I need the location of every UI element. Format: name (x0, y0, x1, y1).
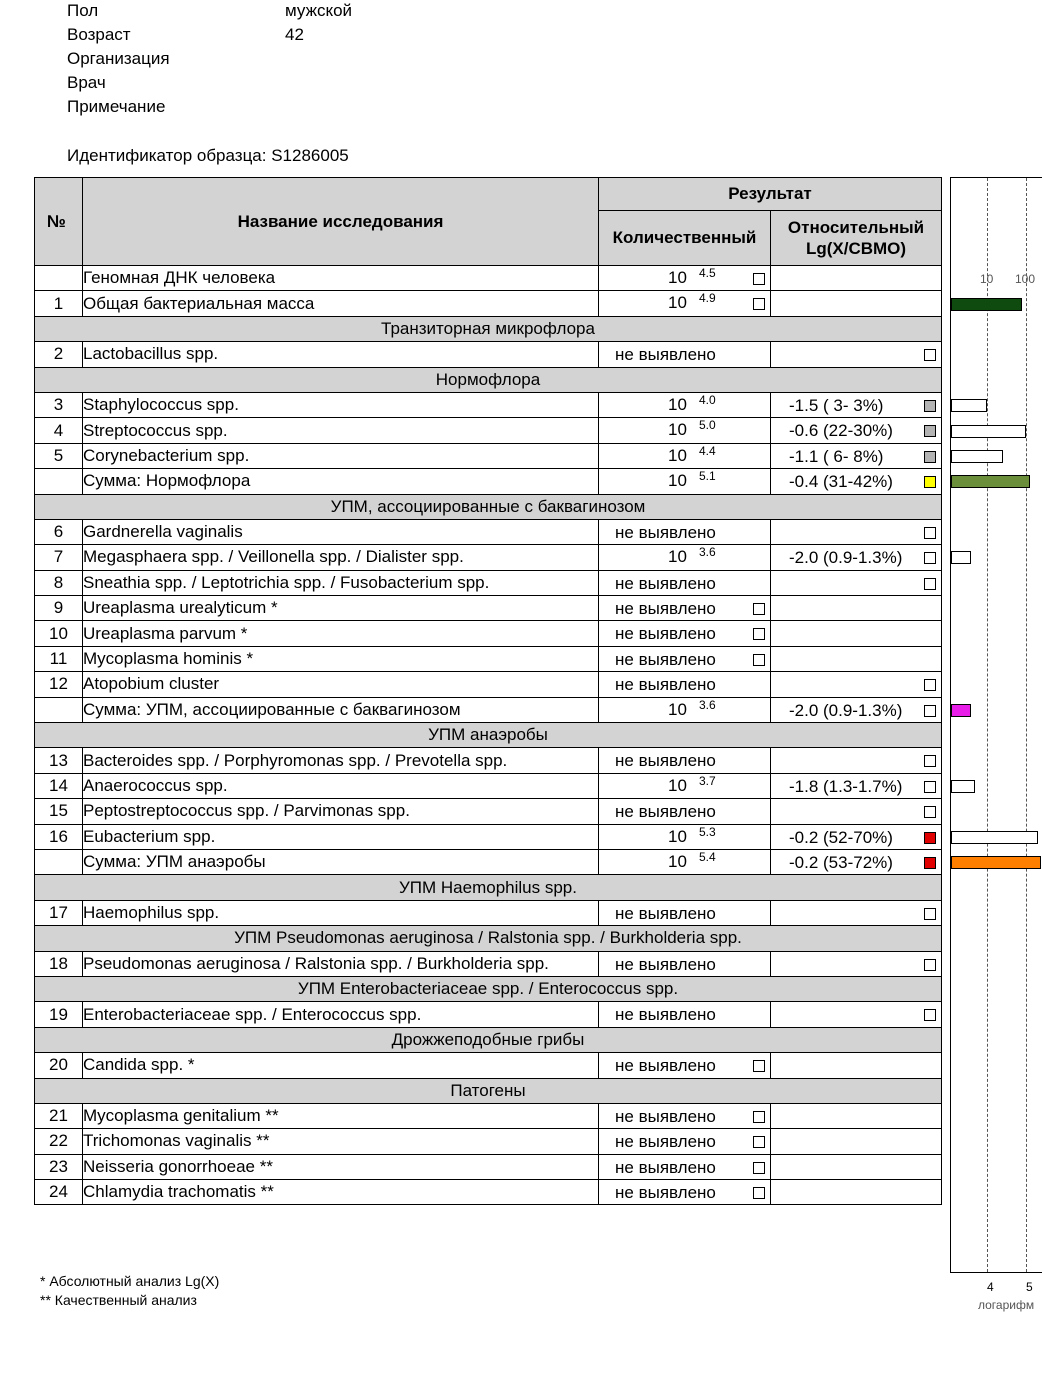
quantitative-cell (599, 900, 771, 925)
row-number: 17 (35, 900, 83, 925)
relative-value: -0.2 (53-72%) (789, 852, 893, 872)
section-title: УПМ Enterobacteriaceae spp. / Enterococcus spp. (35, 976, 942, 1001)
power-exponent: 4.5 (699, 266, 716, 280)
table-row (35, 266, 942, 291)
test-name: Ureaplasma parvum * (83, 621, 599, 646)
row-number: 1 (35, 291, 83, 316)
chart-bar (951, 475, 1030, 488)
quantitative-cell (599, 418, 771, 443)
relative-cell (771, 418, 942, 443)
quantitative-cell (599, 773, 771, 798)
table-row (35, 799, 942, 824)
row-number (35, 469, 83, 494)
quantitative-cell (599, 392, 771, 417)
relative-cell (771, 570, 942, 595)
status-square-icon (924, 552, 936, 564)
not-detected-text: не выявлено (615, 522, 716, 542)
age-label: Возраст (67, 25, 131, 44)
results-table (34, 177, 942, 1205)
table-row (35, 748, 942, 773)
table-row (35, 697, 942, 722)
relative-cell (771, 266, 942, 291)
relative-value: -2.0 (0.9-1.3%) (789, 700, 903, 720)
table-row (35, 418, 942, 443)
relative-value: -0.4 (31-42%) (789, 472, 893, 492)
checkbox-icon (753, 603, 765, 615)
quantitative-cell (599, 697, 771, 722)
relative-cell (771, 1129, 942, 1154)
test-name: Candida spp. * (83, 1053, 599, 1078)
relative-value: -1.5 ( 3- 3%) (789, 395, 884, 415)
table-row (35, 596, 942, 621)
chart-bar (951, 831, 1038, 844)
power-base: 10 (668, 775, 687, 795)
quantitative-cell (599, 291, 771, 316)
quantitative-cell (599, 1053, 771, 1078)
power-base: 10 (668, 268, 687, 287)
row-number: 16 (35, 824, 83, 849)
power-base: 10 (668, 445, 687, 465)
status-square-icon (924, 425, 936, 437)
power-exponent: 5.4 (699, 849, 716, 864)
table-row (35, 443, 942, 468)
row-number: 2 (35, 342, 83, 367)
table-row (35, 1053, 942, 1078)
section-row (35, 1027, 942, 1052)
test-name: Сумма: УПМ анаэробы (83, 849, 599, 874)
table-row (35, 773, 942, 798)
power-base: 10 (668, 293, 687, 313)
checkbox-icon (753, 298, 765, 310)
chart-bar (951, 704, 971, 717)
checkbox-icon (753, 1060, 765, 1072)
table-row (35, 1002, 942, 1027)
relative-cell (771, 773, 942, 798)
chart-bar (951, 856, 1041, 869)
quantitative-cell (599, 342, 771, 367)
header-name: Название исследования (83, 178, 599, 266)
quantitative-cell (599, 824, 771, 849)
age-value: 42 (285, 25, 304, 44)
power-base: 10 (668, 826, 687, 846)
checkbox-icon (753, 273, 765, 285)
section-title: УПМ анаэробы (35, 723, 942, 748)
header-num: № (35, 178, 83, 266)
test-name: Lactobacillus spp. (83, 342, 599, 367)
test-name: Atopobium cluster (83, 672, 599, 697)
relative-cell (771, 697, 942, 722)
relative-cell (771, 849, 942, 874)
power-exponent: 4.0 (699, 392, 716, 407)
chart-top-tick-100: 100 (1015, 272, 1036, 286)
checkbox-icon (753, 1136, 765, 1148)
doctor-label: Врач (67, 73, 106, 92)
test-name: Mycoplasma hominis * (83, 646, 599, 671)
section-row (35, 1078, 942, 1103)
quantitative-cell (599, 951, 771, 976)
chart-bar (951, 551, 971, 564)
chart-bar (951, 425, 1026, 438)
quantitative-cell (599, 799, 771, 824)
relative-cell (771, 443, 942, 468)
relative-cell (771, 672, 942, 697)
row-number: 22 (35, 1129, 83, 1154)
relative-cell (771, 291, 942, 316)
status-square-icon (924, 679, 936, 691)
quantitative-cell (599, 1129, 771, 1154)
not-detected-text: не выявлено (615, 675, 716, 695)
test-name: Corynebacterium spp. (83, 443, 599, 468)
section-title: Дрожжеподобные грибы (35, 1027, 942, 1052)
row-number: 19 (35, 1002, 83, 1027)
relative-cell (771, 1053, 942, 1078)
table-row (35, 570, 942, 595)
chart-bottom-tick-5: 5 (1026, 1280, 1033, 1294)
not-detected-text: не выявлено (615, 1132, 716, 1152)
not-detected-text: не выявлено (615, 751, 716, 771)
results-body (35, 266, 942, 1205)
table-row (35, 824, 942, 849)
row-number (35, 697, 83, 722)
status-square-icon (924, 806, 936, 818)
not-detected-text: не выявлено (615, 345, 716, 365)
relative-cell (771, 951, 942, 976)
quantitative-cell (599, 545, 771, 570)
section-row (35, 494, 942, 519)
test-name: Gardnerella vaginalis (83, 519, 599, 544)
sex-label: Пол (67, 1, 99, 20)
relative-value: -0.6 (22-30%) (789, 421, 893, 441)
quantitative-cell (599, 1103, 771, 1128)
header-relative (771, 211, 942, 266)
sex-value: мужской (285, 1, 353, 20)
section-title: УПМ, ассоциированные с баквагинозом (35, 494, 942, 519)
section-title: УПМ Haemophilus spp. (35, 875, 942, 900)
row-number: 24 (35, 1180, 83, 1205)
chart-bar (951, 399, 987, 412)
table-row (35, 621, 942, 646)
test-name: Сумма: Нормофлора (83, 469, 599, 494)
table-row (35, 342, 942, 367)
not-detected-text: не выявлено (615, 903, 716, 923)
table-row (35, 672, 942, 697)
table-row (35, 291, 942, 316)
not-detected-text: не выявлено (615, 954, 716, 974)
row-number (35, 849, 83, 874)
power-exponent: 4.4 (699, 443, 716, 458)
status-square-icon (924, 857, 936, 869)
relative-cell (771, 519, 942, 544)
row-number: 10 (35, 621, 83, 646)
power-base: 10 (668, 420, 687, 440)
table-row (35, 646, 942, 671)
checkbox-icon (753, 628, 765, 640)
power-exponent: 4.9 (699, 291, 716, 306)
relative-cell (771, 748, 942, 773)
quantitative-cell (599, 1002, 771, 1027)
test-name: Trichomonas vaginalis ** (83, 1129, 599, 1154)
not-detected-text: не выявлено (615, 1157, 716, 1177)
footnote-qualitative: ** Качественный анализ (40, 1292, 197, 1308)
row-number (35, 266, 83, 291)
relative-value: -1.8 (1.3-1.7%) (789, 776, 903, 796)
header-result: Результат (599, 178, 942, 211)
power-base: 10 (668, 471, 687, 491)
row-number: 20 (35, 1053, 83, 1078)
not-detected-text: не выявлено (615, 1106, 716, 1126)
row-number: 15 (35, 799, 83, 824)
power-base: 10 (668, 394, 687, 414)
not-detected-text: не выявлено (615, 1183, 716, 1203)
log-bar-chart (950, 177, 1042, 1273)
chart-top-tick-10: 10 (980, 272, 994, 286)
section-row (35, 875, 942, 900)
row-number: 13 (35, 748, 83, 773)
table-row (35, 1180, 942, 1205)
table-row (35, 469, 942, 494)
power-base: 10 (668, 851, 687, 871)
relative-cell (771, 1154, 942, 1179)
row-number: 12 (35, 672, 83, 697)
chart-xlabel: логарифм (978, 1298, 1035, 1312)
table-row (35, 519, 942, 544)
status-square-icon (924, 908, 936, 920)
status-square-icon (924, 705, 936, 717)
section-row (35, 367, 942, 392)
table-row (35, 1154, 942, 1179)
relative-value: -2.0 (0.9-1.3%) (789, 548, 903, 568)
test-name: Sneathia spp. / Leptotrichia spp. / Fusobacterium spp. (83, 570, 599, 595)
quantitative-cell (599, 748, 771, 773)
relative-cell (771, 900, 942, 925)
quantitative-cell (599, 443, 771, 468)
test-name: Mycoplasma genitalium ** (83, 1103, 599, 1128)
test-name: Anaerococcus spp. (83, 773, 599, 798)
relative-cell (771, 1103, 942, 1128)
relative-cell (771, 621, 942, 646)
relative-cell (771, 392, 942, 417)
checkbox-icon (753, 1162, 765, 1174)
checkbox-icon (753, 1111, 765, 1123)
status-square-icon (924, 1009, 936, 1021)
status-square-icon (924, 832, 936, 844)
row-number: 6 (35, 519, 83, 544)
org-label: Организация (67, 49, 170, 68)
row-number: 18 (35, 951, 83, 976)
row-number: 9 (35, 596, 83, 621)
sample-id: Идентификатор образца: S1286005 (67, 146, 349, 165)
row-number: 8 (35, 570, 83, 595)
power-exponent: 3.6 (699, 697, 716, 712)
section-row (35, 723, 942, 748)
relative-cell (771, 1180, 942, 1205)
status-square-icon (924, 527, 936, 539)
quantitative-cell (599, 621, 771, 646)
power-base: 10 (668, 699, 687, 719)
test-name: Общая бактериальная масса (83, 291, 599, 316)
test-name: Bacteroides spp. / Porphyromonas spp. / Prevotella spp. (83, 748, 599, 773)
status-square-icon (924, 755, 936, 767)
relative-cell (771, 646, 942, 671)
status-square-icon (924, 400, 936, 412)
checkbox-icon (753, 1187, 765, 1199)
power-exponent: 3.6 (699, 545, 716, 560)
chart-bar (951, 780, 975, 793)
quantitative-cell (599, 849, 771, 874)
not-detected-text: не выявлено (615, 599, 716, 619)
row-number: 14 (35, 773, 83, 798)
test-name: Neisseria gonorrhoeae ** (83, 1154, 599, 1179)
not-detected-text: не выявлено (615, 573, 716, 593)
not-detected-text: не выявлено (615, 802, 716, 822)
test-name: Геномная ДНК человека (83, 266, 599, 291)
table-row (35, 900, 942, 925)
test-name: Staphylococcus spp. (83, 392, 599, 417)
table-row (35, 1129, 942, 1154)
table-row (35, 392, 942, 417)
test-name: Streptococcus spp. (83, 418, 599, 443)
status-square-icon (924, 781, 936, 793)
section-title: Нормофлора (35, 367, 942, 392)
quantitative-cell (599, 672, 771, 697)
quantitative-cell (599, 1180, 771, 1205)
power-exponent: 5.0 (699, 418, 716, 433)
relative-cell (771, 596, 942, 621)
row-number: 4 (35, 418, 83, 443)
chart-gridline (987, 178, 988, 1272)
section-row (35, 926, 942, 951)
test-name: Megasphaera spp. / Veillonella spp. / Dialister spp. (83, 545, 599, 570)
table-row (35, 1103, 942, 1128)
power-exponent: 5.3 (699, 824, 716, 839)
row-number: 7 (35, 545, 83, 570)
row-number: 23 (35, 1154, 83, 1179)
section-title: УПМ Pseudomonas aeruginosa / Ralstonia spp. / Burkholderia spp. (35, 926, 942, 951)
footnote-absolute: * Абсолютный анализ Lg(X) (40, 1273, 220, 1289)
not-detected-text: не выявлено (615, 624, 716, 644)
note-label: Примечание (67, 97, 166, 116)
quantitative-cell (599, 266, 771, 291)
quantitative-cell (599, 1154, 771, 1179)
status-square-icon (924, 476, 936, 488)
checkbox-icon (753, 654, 765, 666)
table-row (35, 545, 942, 570)
relative-value: -0.2 (52-70%) (789, 827, 893, 847)
relative-cell (771, 1002, 942, 1027)
section-row (35, 316, 942, 341)
relative-value: -1.1 ( 6- 8%) (789, 446, 884, 466)
quantitative-cell (599, 646, 771, 671)
chart-gridline (1026, 178, 1027, 1272)
not-detected-text: не выявлено (615, 1056, 716, 1076)
test-name: Сумма: УПМ, ассоциированные с баквагинозом (83, 697, 599, 722)
power-exponent: 3.7 (699, 773, 716, 788)
status-square-icon (924, 451, 936, 463)
power-exponent: 5.1 (699, 469, 716, 484)
table-row (35, 849, 942, 874)
section-title: Транзиторная микрофлора (35, 316, 942, 341)
chart-bar (951, 298, 1022, 311)
row-number: 21 (35, 1103, 83, 1128)
quantitative-cell (599, 570, 771, 595)
status-square-icon (924, 959, 936, 971)
not-detected-text: не выявлено (615, 1005, 716, 1025)
test-name: Enterobacteriaceae spp. / Enterococcus spp. (83, 1002, 599, 1027)
chart-bottom-tick-4: 4 (987, 1280, 994, 1294)
quantitative-cell (599, 519, 771, 544)
row-number: 11 (35, 646, 83, 671)
quantitative-cell (599, 469, 771, 494)
test-name: Peptostreptococcus spp. / Parvimonas spp. (83, 799, 599, 824)
header-relative-line1: Относительный (787, 218, 925, 237)
status-square-icon (924, 578, 936, 590)
test-name: Chlamydia trachomatis ** (83, 1180, 599, 1205)
power-base: 10 (668, 547, 687, 567)
test-name: Pseudomonas aeruginosa / Ralstonia spp. / Burkholderia spp. (83, 951, 599, 976)
row-number: 5 (35, 443, 83, 468)
header-quant: Количественный (599, 211, 771, 266)
test-name: Ureaplasma urealyticum * (83, 596, 599, 621)
test-name: Haemophilus spp. (83, 900, 599, 925)
chart-bar (951, 450, 1003, 463)
relative-cell (771, 469, 942, 494)
header-relative-line2: Lg(X/СВМО) (805, 239, 907, 258)
table-row (35, 951, 942, 976)
section-row (35, 976, 942, 1001)
not-detected-text: не выявлено (615, 649, 716, 669)
row-number: 3 (35, 392, 83, 417)
relative-cell (771, 342, 942, 367)
relative-cell (771, 545, 942, 570)
status-square-icon (924, 349, 936, 361)
section-title: Патогены (35, 1078, 942, 1103)
test-name: Eubacterium spp. (83, 824, 599, 849)
relative-cell (771, 799, 942, 824)
relative-cell (771, 824, 942, 849)
quantitative-cell (599, 596, 771, 621)
